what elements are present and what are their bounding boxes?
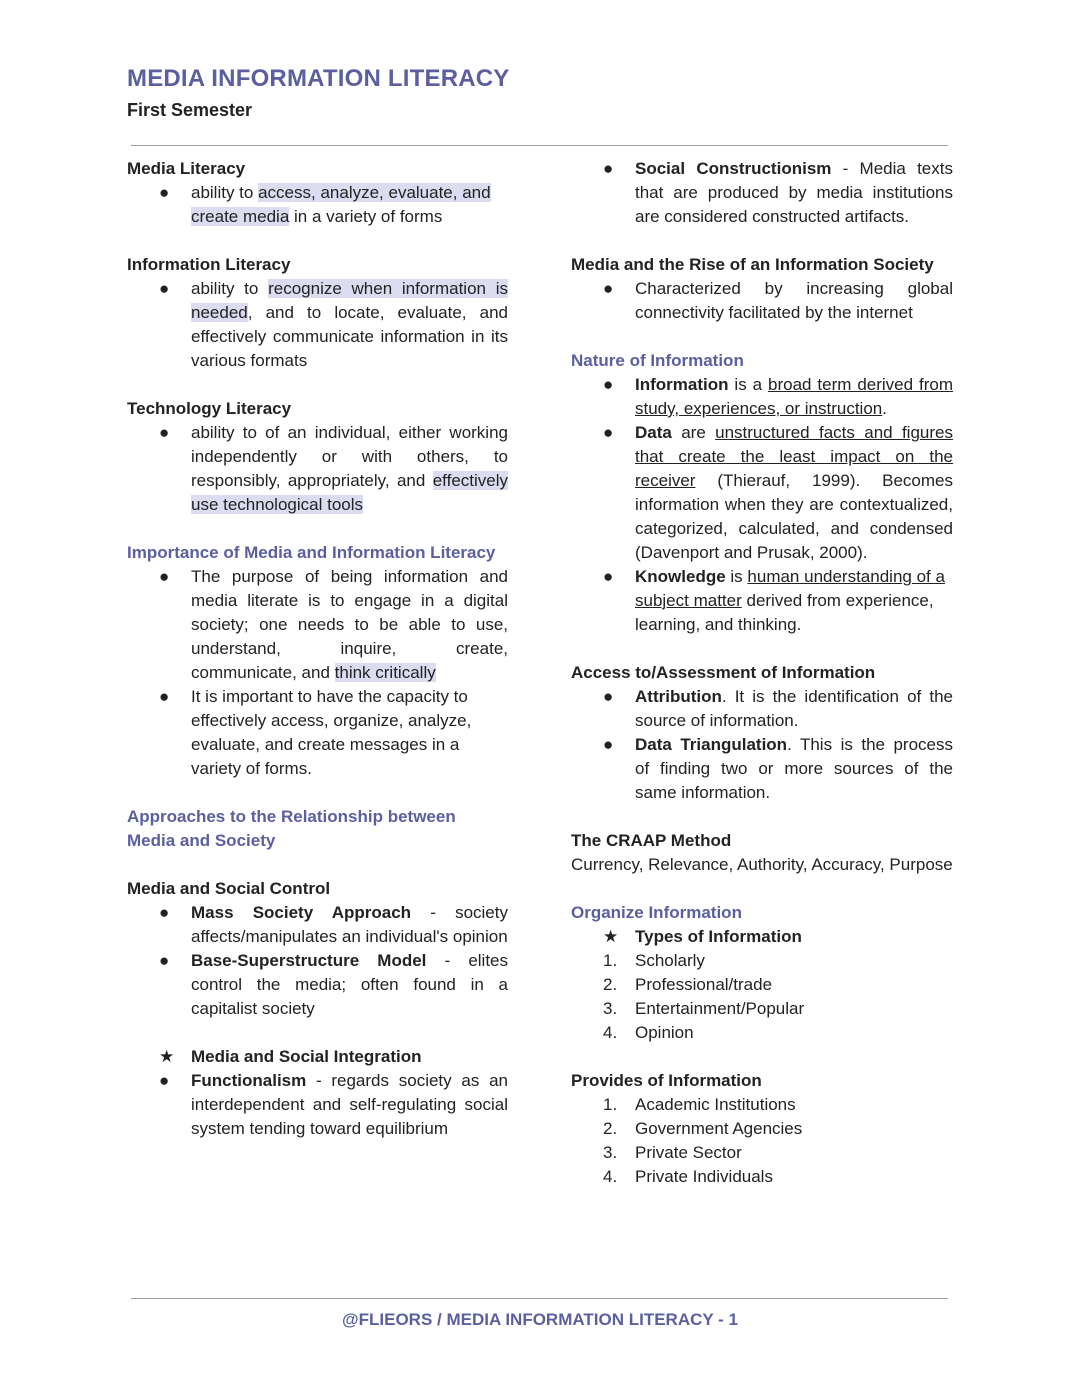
section-importance [127, 541, 508, 781]
section-heading: Media and Social Control [127, 879, 331, 898]
bullet-icon: ● [159, 423, 170, 442]
term: Social Constructionism [635, 159, 832, 178]
section-rise-information-society [571, 253, 953, 325]
right-column [571, 157, 953, 1213]
bullet-icon: ● [159, 951, 170, 970]
list-item: ● ability to of an individual, either working independently or with others, to responsibly, appropriately, and effectively use technological tools [159, 423, 508, 514]
section-heading: Approaches to the Relationship between Media and Society [127, 807, 456, 850]
section-heading: Provides of Information [571, 1071, 762, 1090]
bullet-icon: ● [603, 375, 614, 394]
section-information-literacy [127, 253, 508, 373]
bullet-icon: ● [159, 567, 170, 586]
left-column [127, 157, 508, 1165]
section-heading: Importance of Media and Information Literacy [127, 543, 496, 562]
section-heading: Technology Literacy [127, 399, 292, 418]
footer-divider [131, 1298, 948, 1299]
term: Mass Society Approach [191, 903, 412, 922]
header-divider [131, 145, 948, 146]
section-providers [571, 1069, 953, 1189]
list-item: 1. Academic Institutions [603, 1095, 796, 1114]
list-item: ● Social Constructionism - Media texts that are produced by media institutions are considered constructed artifacts. [603, 159, 953, 226]
list-item: ● Mass Society Approach - society affects/manipulates an individual's opinion [159, 903, 508, 946]
list-item: ● Information is a broad term derived from study, experiences, or instruction. [603, 375, 953, 418]
list-item: ★ Types of Information [571, 925, 953, 949]
term: Base-Superstructure Model [191, 951, 427, 970]
list-item: ● Functionalism - regards society as an interdependent and self-regulating social system tending toward equilibrium [159, 1071, 508, 1138]
section-heading: Media and the Rise of an Information Society [571, 255, 934, 274]
term: Data Triangulation [635, 735, 788, 754]
list-item: 4. Private Individuals [603, 1167, 773, 1186]
page-subtitle: First Semester [127, 100, 253, 120]
section-technology-literacy [127, 397, 508, 517]
bullet-icon: ● [159, 903, 170, 922]
highlighted-text: recognize when information is needed [191, 279, 508, 322]
term: Attribution [635, 687, 722, 706]
bullet-icon: ● [603, 279, 614, 298]
term: Data [635, 423, 672, 442]
bullet-icon: ● [603, 735, 614, 754]
list-item: ● The purpose of being information and media literate is to engage in a digital society; one needs to be able to use, understand, inquire, create, communicate, and think critically [159, 567, 508, 682]
highlighted-text: think critically [334, 663, 436, 682]
list-item: ● ability to access, analyze, evaluate, and create media in a variety of forms [159, 183, 491, 226]
underlined-text: unstructured facts and figures that create the least impact on the receiver [635, 423, 953, 490]
bullet-icon: ● [603, 687, 614, 706]
section-heading: Information Literacy [127, 255, 291, 274]
section-social-control [127, 877, 508, 1021]
section-social-constructionism [571, 157, 953, 229]
bullet-icon: ● [603, 423, 614, 442]
star-icon: ★ [159, 1047, 175, 1066]
underlined-text: human understanding of a subject matter [635, 567, 945, 610]
section-organize-information [571, 901, 953, 1045]
list-item: ● Data are unstructured facts and figures that create the least impact on the receiver (Thierauf, 1999). Becomes information when they are contextualized, categorized, calculated, and condensed (Davenport and Prusak, 2000). [603, 423, 953, 562]
list-item: ● Knowledge is human understanding of a subject matter derived from experience, learning, and thinking. [603, 567, 945, 634]
bullet-icon: ● [159, 687, 170, 706]
list-item: ● Attribution. It is the identification of the source of information. [603, 687, 953, 730]
page-title: MEDIA INFORMATION LITERACY [127, 65, 510, 92]
term: Functionalism [191, 1071, 307, 1090]
bullet-icon: ● [159, 279, 170, 298]
section-craap-method [571, 829, 953, 877]
section-heading: Organize Information [571, 903, 742, 922]
section-approaches [127, 805, 508, 853]
highlighted-text: access, analyze, evaluate, and create media [191, 183, 491, 226]
list-item: 2. Government Agencies [603, 1119, 803, 1138]
section-heading: The CRAAP Method [571, 831, 732, 850]
list-item: 1. Scholarly [603, 951, 705, 970]
page-footer: @FLIEORS / MEDIA INFORMATION LITERACY - 1 [342, 1310, 738, 1329]
list-item: ● It is important to have the capacity to effectively access, organize, analyze, evaluate, and create messages in a variety of forms. [159, 687, 472, 778]
list-item: 3. Entertainment/Popular [603, 999, 805, 1018]
list-item: ★ Media and Social Integration [127, 1045, 508, 1069]
section-heading: Media Literacy [127, 159, 246, 178]
underlined-text: broad term derived from study, experiences, or instruction [635, 375, 953, 418]
list-item: ● Base-Superstructure Model - elites control the media; often found in a capitalist society [159, 951, 509, 1018]
section-heading: Access to/Assessment of Information [571, 663, 876, 682]
list-item: 4. Opinion [603, 1023, 694, 1042]
list-item: ● Data Triangulation. This is the process of finding two or more sources of the same information. [603, 735, 953, 802]
section-media-literacy [127, 157, 508, 229]
section-heading: Nature of Information [571, 351, 744, 370]
term: Information [635, 375, 729, 394]
bullet-icon: ● [603, 567, 614, 586]
section-social-integration [127, 1045, 508, 1141]
bullet-icon: ● [159, 1071, 170, 1090]
star-icon: ★ [603, 927, 619, 946]
bullet-icon: ● [603, 159, 614, 178]
list-item: ● Characterized by increasing global connectivity facilitated by the internet [603, 279, 953, 322]
bullet-icon: ● [159, 183, 170, 202]
list-item: ● ability to recognize when information is needed, and to locate, evaluate, and effectively communicate information in its various formats [159, 279, 508, 370]
list-item: 3. Private Sector [603, 1143, 742, 1162]
craap-text: Currency, Relevance, Authority, Accuracy, Purpose [571, 855, 953, 874]
list-item: 2. Professional/trade [603, 975, 773, 994]
highlighted-text: effectively use technological tools [191, 471, 508, 514]
section-nature-of-information [571, 349, 953, 637]
term: Knowledge [635, 567, 726, 586]
section-access-assessment [571, 661, 953, 805]
